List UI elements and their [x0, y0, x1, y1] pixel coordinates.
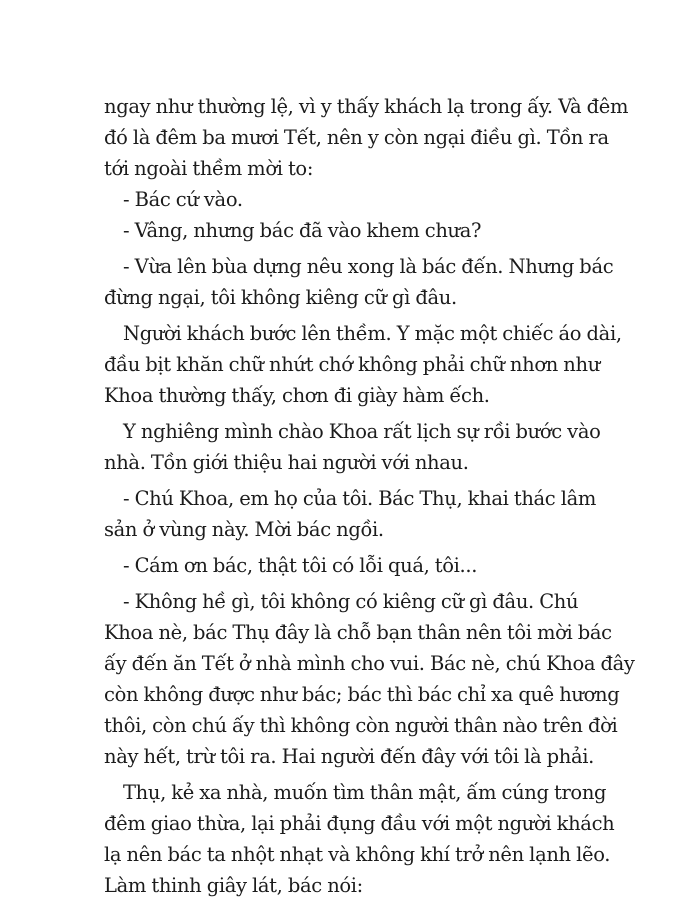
text-line-3: tới ngoài thềm mời to:: [104, 157, 314, 180]
text-line-19: còn không được như bác; bác thì bác chỉ xa quê hương: [104, 683, 620, 706]
text-line-23: đêm giao thừa, lại phải đụng đầu với một người khách: [104, 812, 615, 835]
text-line-10: Khoa thường thấy, chơn đi giày hàm ếch.: [104, 384, 490, 407]
text-line-13: - Chú Khoa, em họ của tôi. Bác Thụ, khai thác lâm: [123, 487, 597, 510]
text-line-4: - Bác cứ vào.: [123, 188, 243, 211]
text-line-9: đầu bịt khăn chữ nhứt chớ không phải chữ nhơn như: [104, 353, 600, 376]
text-line-8: Người khách bước lên thềm. Y mặc một chiếc áo dài,: [123, 322, 622, 345]
text-line-17: Khoa nè, bác Thụ đây là chỗ bạn thân nên tôi mời bác: [104, 621, 612, 644]
text-line-2: đó là đêm ba mươi Tết, nên y còn ngại điều gì. Tồn ra: [104, 126, 609, 149]
text-line-7: đừng ngại, tôi không kiêng cữ gì đâu.: [104, 286, 457, 309]
text-line-12: nhà. Tồn giới thiệu hai người với nhau.: [104, 451, 469, 474]
text-line-6: - Vừa lên bùa dựng nêu xong là bác đến. Nhưng bác: [123, 255, 614, 278]
text-line-18: ấy đến ăn Tết ở nhà mình cho vui. Bác nè, chú Khoa đây: [104, 652, 635, 675]
text-line-25: Làm thinh giây lát, bác nói:: [104, 874, 363, 897]
text-line-24: lạ nên bác ta nhột nhạt và không khí trở nên lạnh lẽo.: [104, 843, 611, 866]
text-line-15: - Cám ơn bác, thật tôi có lỗi quá, tôi...: [123, 554, 478, 577]
text-line-20: thôi, còn chú ấy thì không còn người thân nào trên đời: [104, 714, 618, 737]
text-line-5: - Vâng, nhưng bác đã vào khem chưa?: [123, 219, 482, 242]
text-line-11: Y nghiêng mình chào Khoa rất lịch sự rồi bước vào: [123, 420, 601, 443]
text-line-1: ngay như thường lệ, vì y thấy khách lạ trong ấy. Và đêm: [104, 95, 629, 118]
text-line-21: này hết, trừ tôi ra. Hai người đến đây với tôi là phải.: [104, 745, 594, 768]
text-line-22: Thụ, kẻ xa nhà, muốn tìm thân mật, ấm cúng trong: [123, 781, 607, 804]
text-line-16: - Không hề gì, tôi không có kiêng cữ gì đâu. Chú: [123, 590, 579, 613]
text-line-14: sản ở vùng này. Mời bác ngồi.: [104, 518, 384, 541]
